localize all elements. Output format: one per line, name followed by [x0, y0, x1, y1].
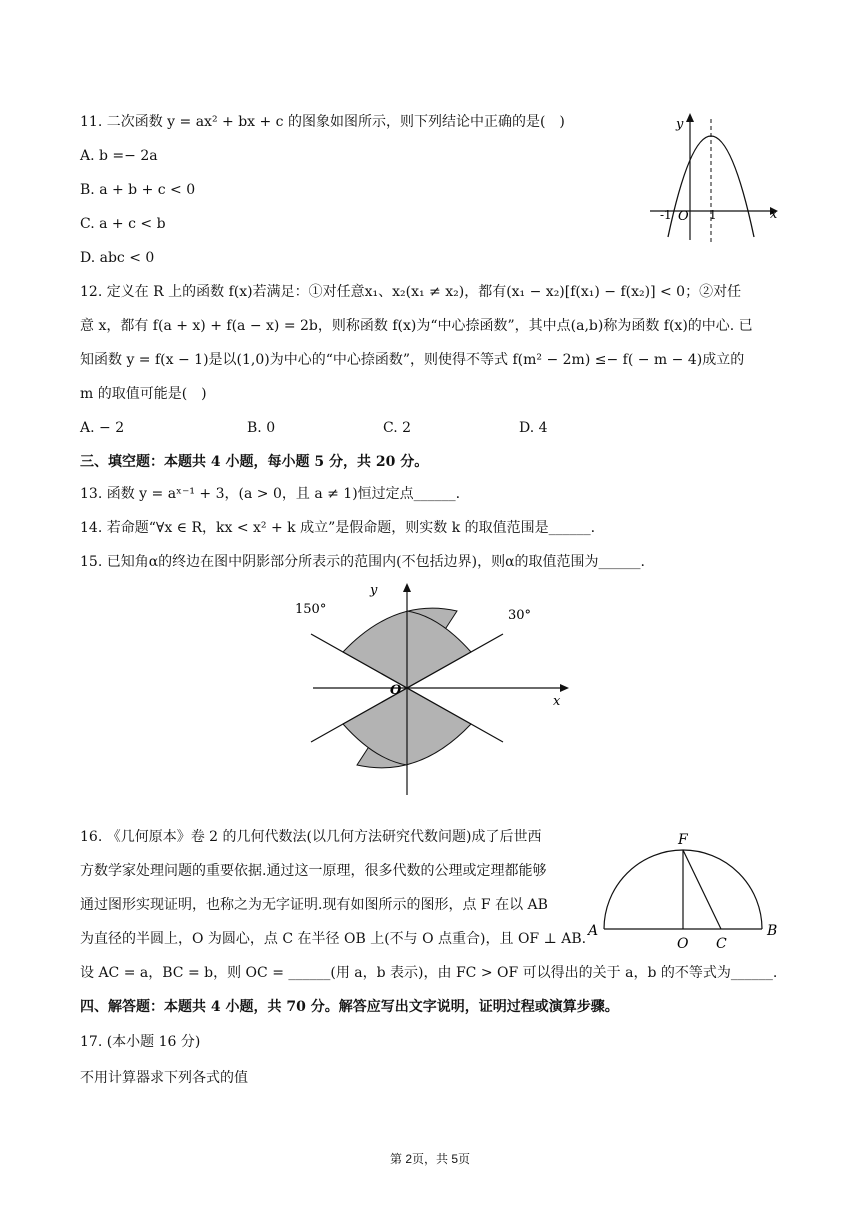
q11-fig-x-label: x [770, 207, 778, 222]
q14-text: 14. 若命题“∀x ∈ R，kx < x² + k 成立”是假命题，则实数 k 的取值范围是______. [80, 520, 596, 536]
q17-heading: 17. (本小题 16 分) [80, 1034, 201, 1050]
q11-option-b: B. a + b + c < 0 [80, 182, 196, 198]
q11-fig-neg1-label: -1 [660, 208, 672, 222]
q11-option-d: D. abc < 0 [80, 250, 155, 266]
q16-fig-label-o: O [677, 936, 689, 952]
q11-option-a: A. b =− 2a [80, 148, 158, 164]
q16-fig-label-a: A [588, 923, 599, 939]
q12-line-1: 12. 定义在 R 上的函数 f(x)若满足：①对任意x₁、x₂(x₁ ≠ x₂)，都有(x₁ − x₂)[f(x₁) − f(x₂)] < 0；②对任 [80, 284, 742, 300]
q11-option-c: C. a + c < b [80, 216, 166, 232]
q16-line-2: 方数学家处理问题的重要依据.通过这一原理，很多代数的公理或定理都能够 [80, 863, 547, 879]
q12-line-2: 意 x，都有 f(a + x) + f(a − x) = 2b，则称函数 f(x)为“中心捺函数”，其中点(a,b)称为函数 f(x)的中心. 已 [80, 318, 753, 334]
q16-fig-label-f: F [678, 832, 688, 848]
section-3-heading: 三、填空题：本题共 4 小题，每小题 5 分，共 20 分。 [80, 454, 429, 470]
q12-option-b: B. 0 [247, 420, 276, 436]
q15-fig-y-label: y [370, 583, 378, 598]
page-footer: 第 2页，共 5页 [389, 1152, 471, 1166]
q16-semicircle-figure [583, 828, 788, 956]
q12-option-d: D. 4 [519, 420, 548, 436]
q16-fig-label-c: C [716, 936, 727, 952]
q12-line-4: m 的取值可能是( ) [80, 386, 207, 402]
q16-fig-label-b: B [767, 923, 778, 939]
q13-text: 13. 函数 y = aˣ⁻¹ + 3，(a > 0，且 a ≠ 1)恒过定点______. [80, 486, 461, 502]
q11-fig-y-label: y [676, 117, 684, 132]
q17-text: 不用计算器求下列各式的值 [80, 1070, 248, 1086]
q16-line-5: 设 AC = a，BC = b，则 OC = ______(用 a，b 表示)，由 FC > OF 可以得出的关于 a，b 的不等式为______. [80, 965, 778, 981]
q11-fig-one-label: 1 [709, 208, 717, 222]
q11-fig-origin-label: O [678, 209, 689, 224]
q15-angle-figure [285, 575, 585, 800]
q15-fig-150-label: 150° [295, 602, 327, 617]
q16-line-3: 通过图形实现证明，也称之为无字证明.现有如图所示的图形，点 F 在以 AB [80, 897, 548, 913]
q15-fig-origin-label: O [390, 683, 402, 698]
q12-option-c: C. 2 [383, 420, 412, 436]
q12-option-a: A. − 2 [80, 420, 125, 436]
q15-fig-x-label: x [553, 694, 561, 709]
q15-stem: 15. 已知角α的终边在图中阴影部分所表示的范围内(不包括边界)，则α的取值范围为______. [80, 554, 645, 570]
q15-fig-30-label: 30° [508, 608, 532, 623]
q12-line-3: 知函数 y = f(x − 1)是以(1,0)为中心的“中心捺函数”，则使得不等式 f(m² − 2m) ≤− f( − m − 4)成立的 [80, 352, 745, 368]
q11-stem: 11. 二次函数 y = ax² + bx + c 的图象如图所示，则下列结论中正确的是( ) [80, 114, 565, 130]
q16-line-1: 16. 《几何原本》卷 2 的几何代数法(以几何方法研究代数问题)成了后世西 [80, 829, 542, 845]
q16-line-4: 为直径的半圆上，O 为圆心，点 C 在半径 OB 上(不与 O 点重合)，且 OF ⊥ AB. [80, 931, 587, 947]
q11-parabola-figure [640, 105, 790, 250]
section-4-heading: 四、解答题：本题共 4 小题，共 70 分。解答应写出文字说明，证明过程或演算步骤。 [80, 999, 619, 1015]
